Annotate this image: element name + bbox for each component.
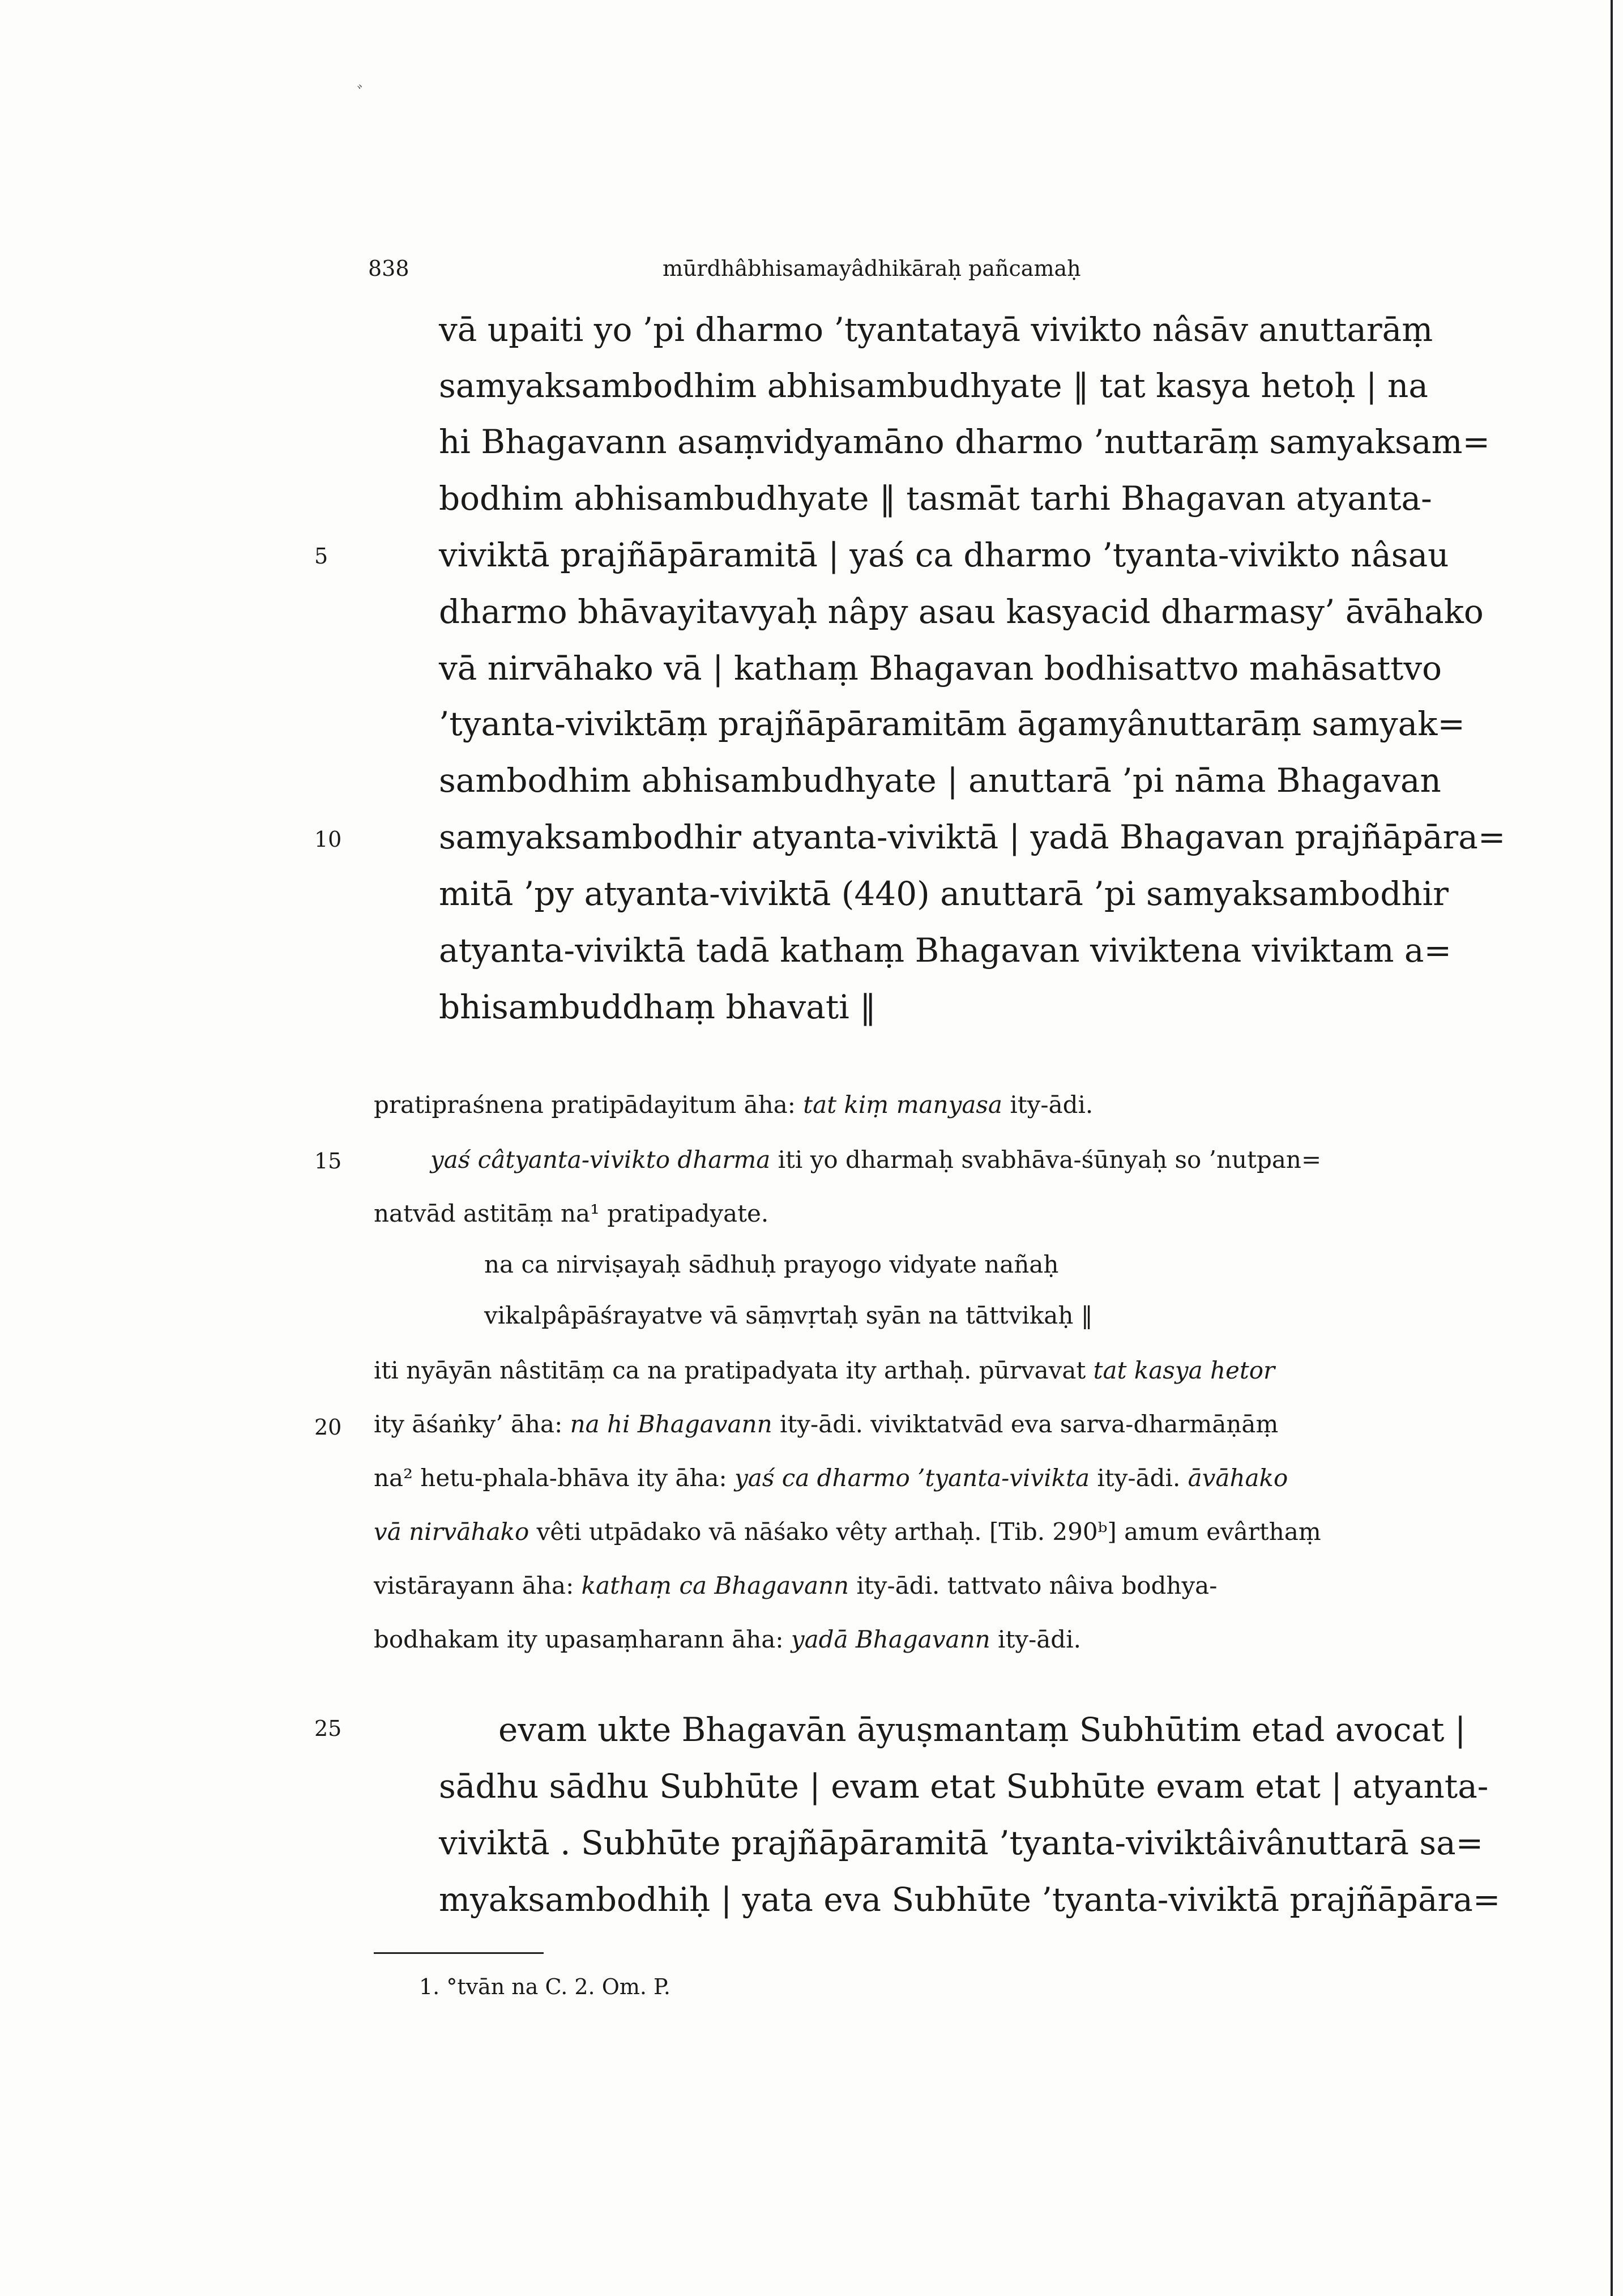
commentary-line: iti nyāyān nâstitāṃ ca na pratipadyata ity arthaḥ. pūrvavat tat kasya hetor bbox=[374, 1356, 1275, 1384]
commentary-line: natvād astitāṃ na¹ pratipadyate. bbox=[374, 1200, 769, 1227]
text-line: vā upaiti yo ’pi dharmo ’tyantatayā vivikto nâsāv anuttarāṃ bbox=[439, 310, 1433, 349]
verse-line: na ca nirviṣayaḥ sādhuḥ prayogo vidyate nañaḥ bbox=[484, 1251, 1059, 1278]
text-line: ’tyanta-viviktāṃ prajñāpāramitām āgamyânuttarāṃ samyak= bbox=[439, 705, 1465, 743]
text-line: sādhu sādhu Subhūte | evam etat Subhūte evam etat | atyanta- bbox=[439, 1767, 1489, 1806]
line-number: 10 bbox=[314, 827, 342, 852]
running-title: mūrdhâbhisamayâdhikāraḥ pañcamaḥ bbox=[663, 256, 1081, 281]
text-line: samyaksambodhim abhisambudhyate ‖ tat kasya hetoḥ | na bbox=[439, 366, 1428, 405]
footnote-rule bbox=[374, 1952, 544, 1954]
text-line: samyaksambodhir atyanta-viviktā | yadā Bhagavan prajñāpāra= bbox=[439, 818, 1506, 856]
text-line: bodhim abhisambudhyate ‖ tasmāt tarhi Bhagavan atyanta- bbox=[439, 479, 1432, 518]
text-line: hi Bhagavann asaṃvidyamāno dharmo ’nuttarāṃ samyaksam= bbox=[439, 423, 1490, 461]
text-line: viviktā prajñāpāramitā | yaś ca dharmo ’tyanta-vivikto nâsau bbox=[439, 536, 1449, 574]
text-line: dharmo bhāvayitavyaḥ nâpy asau kasyacid dharmasy’ āvāhako bbox=[439, 592, 1484, 631]
commentary-line: bodhakam ity upasaṃharann āha: yadā Bhagavann ity-ādi. bbox=[374, 1625, 1081, 1653]
commentary-line: vistārayann āha: kathaṃ ca Bhagavann ity-ādi. tattvato nâiva bodhya- bbox=[374, 1572, 1218, 1599]
text-line: viviktā . Subhūte prajñāpāramitā ’tyanta-viviktâivânuttarā sa= bbox=[439, 1824, 1484, 1862]
text-line: vā nirvāhako vā | kathaṃ Bhagavan bodhisattvo mahāsattvo bbox=[439, 649, 1442, 688]
line-number: 5 bbox=[314, 544, 328, 569]
verse-line: vikalpâpāśrayatve vā sāṃvṛtaḥ syān na tāttvikaḥ ‖ bbox=[484, 1301, 1093, 1329]
margin-mark: ﾞ bbox=[357, 83, 366, 104]
text-line: mitā ’py atyanta-viviktā (440) anuttarā ’pi samyaksambodhir bbox=[439, 874, 1449, 913]
commentary-line: yaś câtyanta-vivikto dharma iti yo dharmaḥ svabhāva-śūnyaḥ so ’nutpan= bbox=[430, 1146, 1322, 1173]
text-line: bhisambuddhaṃ bhavati ‖ bbox=[439, 988, 877, 1026]
text-line: sambodhim abhisambudhyate | anuttarā ’pi nāma Bhagavan bbox=[439, 761, 1441, 800]
page-number: 838 bbox=[368, 256, 409, 281]
text-line: atyanta-viviktā tadā kathaṃ Bhagavan viviktena viviktam a= bbox=[439, 931, 1452, 970]
line-number: 15 bbox=[314, 1149, 342, 1173]
commentary-line: vā nirvāhako vêti utpādako vā nāśako vêty arthaḥ. [Tib. 290ᵇ] amum evârthaṃ bbox=[374, 1518, 1321, 1546]
commentary-line: na² hetu-phala-bhāva ity āha: yaś ca dharmo ’tyanta-vivikta ity-ādi. āvāhako bbox=[374, 1464, 1288, 1492]
text-line: evam ukte Bhagavān āyuṣmantaṃ Subhūtim etad avocat | bbox=[498, 1710, 1466, 1749]
page-edge-rule bbox=[1611, 0, 1613, 2296]
commentary-line: ity āśaṅky’ āha: na hi Bhagavann ity-ādi. viviktatvād eva sarva-dharmāṇāṃ bbox=[374, 1410, 1279, 1438]
line-number: 20 bbox=[314, 1415, 342, 1440]
text-line: myaksambodhiḥ | yata eva Subhūte ’tyanta-viviktā prajñāpāra= bbox=[439, 1880, 1501, 1919]
footnotes: 1. °tvān na C. 2. Om. P. bbox=[419, 1974, 670, 1999]
line-number: 25 bbox=[314, 1716, 342, 1741]
commentary-line: pratipraśnena pratipādayitum āha: tat kiṃ manyasa ity-ādi. bbox=[374, 1091, 1094, 1119]
